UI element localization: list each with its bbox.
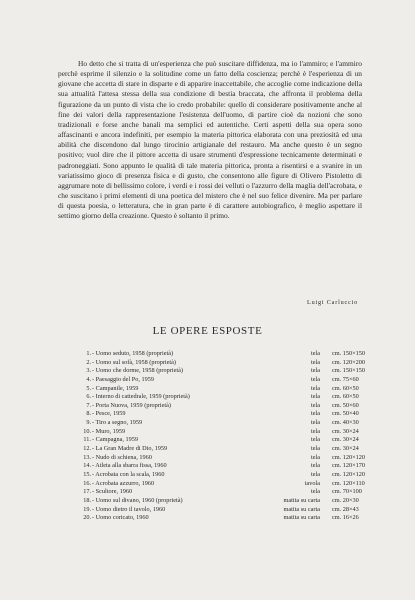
work-number: 18. [83,496,91,504]
work-number: 4. [86,375,91,383]
work-number: 8. [86,410,91,418]
work-number: 14. [83,462,91,470]
work-row [80,514,370,523]
work-row [80,506,370,515]
work-medium: tela [310,419,320,427]
work-medium: tela [310,401,320,409]
work-dimensions: cm. 75×60 [332,375,359,383]
work-dimensions: cm. 28×43 [332,505,359,513]
work-row [80,462,370,471]
work-title: - Acrobata azzurro, 1960 [92,479,155,487]
work-number: 3. [86,367,91,375]
work-title: - Muro, 1959 [92,427,126,435]
work-dimensions: cm. 120×170 [332,462,366,470]
section-title: LE OPERE ESPOSTE [152,325,263,337]
work-medium: matita su carta [283,505,320,513]
work-dimensions: cm. 20×30 [332,496,359,504]
work-number: 9. [86,419,91,427]
work-medium: tavola [304,479,320,487]
work-number: 1. [86,350,91,357]
work-dimensions: cm. 150×150 [332,367,366,375]
work-title: - Atleta alla sbarra fissa, 1960 [92,462,167,470]
work-medium: tela [310,410,320,418]
work-title: - Uomo che dorme, 1958 (proprietà) [92,367,183,375]
work-title: - Pesce, 1959 [92,410,126,418]
work-title: - Acrobata con la scala, 1960 [92,470,165,478]
work-title: - Porta Nuova, 1959 (proprietà) [92,401,171,409]
work-title: - Uomo sul sofà, 1958 (proprietà) [92,358,177,366]
work-title: - Nudo di schiena, 1960 [92,453,152,461]
work-number: 17. [83,488,91,496]
work-number: 6. [86,393,91,401]
work-dimensions: cm. 40×30 [332,419,359,427]
work-title: - La Gran Madre di Dio, 1959 [92,445,168,453]
work-dimensions: cm. 70×100 [332,488,362,496]
work-dimensions: cm. 30×24 [332,445,359,453]
work-dimensions: cm. 120×120 [332,470,366,478]
work-row [80,385,370,394]
work-dimensions: cm. 60×50 [332,393,359,401]
work-medium: tela [310,375,320,383]
work-title: - Tiro a segno, 1959 [92,419,143,427]
work-number: 15. [83,470,91,478]
work-number: 19. [83,505,91,513]
work-row [80,410,370,419]
work-dimensions: cm. 50×40 [332,410,359,418]
work-medium: tela [310,384,320,392]
author-signature: Luigi Carluccio [306,299,358,306]
work-row [80,480,370,489]
work-title: - Campanile, 1959 [92,384,139,392]
work-number: 11. [83,436,91,444]
work-row [80,393,370,402]
work-title: - Uomo sul divano, 1960 (proprietà) [92,496,183,504]
work-number: 20. [83,514,91,522]
essay-paragraph: Ho detto che si tratta di un'esperienza che può suscitare diffidenza, ma io l'ammiro; e l'ammiro perchè esprime il silenzio e la solitudine come un fatto della coscienza; perchè è l'esperienza di un giovane che accetta di stare in disparte e di apparire inaccettabile, che accoglie come indicazione della sua attualità l'attesa stessa della sua condizione di bestia braccata, che affronta il problema della figurazione da un punto di vista che io credo probabile: quello di considerare positivamente anche al fine dei valori della rappresentazione l'esistenza dell'uomo, di partire cioè da nozioni che sono tradizionali e forse anche banali ma semplici ed autentiche. Certi aspetti della sua opera sono affascinanti e ancora indefiniti, per esempio la materia pittorica elaborata con una preziosità ed una abilità che discendono dal lungo tirocinio artigianale del restauro. Ma anche questo è un segno positivo; vuol dire che il pittore accetta di usare strumenti d'espressione tecnicamente determinati e padroneggiati. Sono appunto le qualità di tale materia pittorica, pronta a risentirsi e a svanire in un variatissimo gioco di presenza fisica e di gusto, che consentono alle figure di Olivero Pistoletto di aggrumare note di bellissimo colore, i verdi e i rossi dei velluti o l'azzurro della maglia dell'acrobata, e che suscitano i primi elementi di una poetica del mistero che è nel suo felice divenire. Ma per parlare di questa poesia, o letteratura, che in gran parte è di carattere autobiografico, è meglio aspettare il settimo giorno della creazione. Questo è soltanto il primo. [58,59,362,221]
work-row [80,454,370,463]
works-list [80,350,370,523]
work-title: - Uomo dietro il tavolo, 1960 [92,505,166,513]
work-medium: tela [310,453,320,461]
work-row [80,445,370,454]
work-number: 5. [86,384,91,392]
work-row [80,488,370,497]
work-number: 10. [83,427,91,435]
work-dimensions: cm. 120×200 [332,358,366,366]
work-number: 13. [83,453,91,461]
work-medium: tela [310,350,320,357]
work-medium: tela [310,470,320,478]
work-title: - Paesaggio del Po, 1959 [92,375,154,383]
work-medium: tela [310,462,320,470]
work-medium: tela [310,427,320,435]
work-dimensions: cm. 60×50 [332,384,359,392]
work-medium: tela [310,367,320,375]
work-title: - Campagna, 1959 [92,436,138,444]
work-row [80,497,370,506]
work-medium: tela [310,358,320,366]
work-row [80,376,370,385]
work-dimensions: cm. 120×120 [332,453,366,461]
work-row [80,419,370,428]
work-medium: tela [310,445,320,453]
work-medium: matita su carta [283,496,320,504]
work-number: 2. [86,358,91,366]
work-title: - Scultore, 1960 [92,488,133,496]
work-title: - Interno di cattedrale, 1959 (proprietà) [92,393,190,401]
work-medium: tela [310,488,320,496]
work-medium: tela [310,393,320,401]
work-row [80,350,370,359]
work-dimensions: cm. 50×60 [332,401,359,409]
work-dimensions: cm. 150×150 [332,350,366,357]
work-dimensions: cm. 30×24 [332,436,359,444]
work-row [80,436,370,445]
work-number: 7. [86,401,91,409]
work-dimensions: cm. 120×110 [332,479,365,487]
work-dimensions: cm. 16×26 [332,514,359,522]
work-row [80,367,370,376]
work-title: - Uomo coricato, 1960 [92,514,149,522]
work-number: 12. [83,445,91,453]
work-medium: matita su carta [283,514,320,522]
work-dimensions: cm. 30×24 [332,427,359,435]
work-row [80,402,370,411]
work-medium: tela [310,436,320,444]
work-number: 16. [83,479,91,487]
work-row [80,359,370,368]
work-row [80,471,370,480]
work-title: - Uomo seduto, 1958 (proprietà) [92,350,174,357]
work-row [80,428,370,437]
